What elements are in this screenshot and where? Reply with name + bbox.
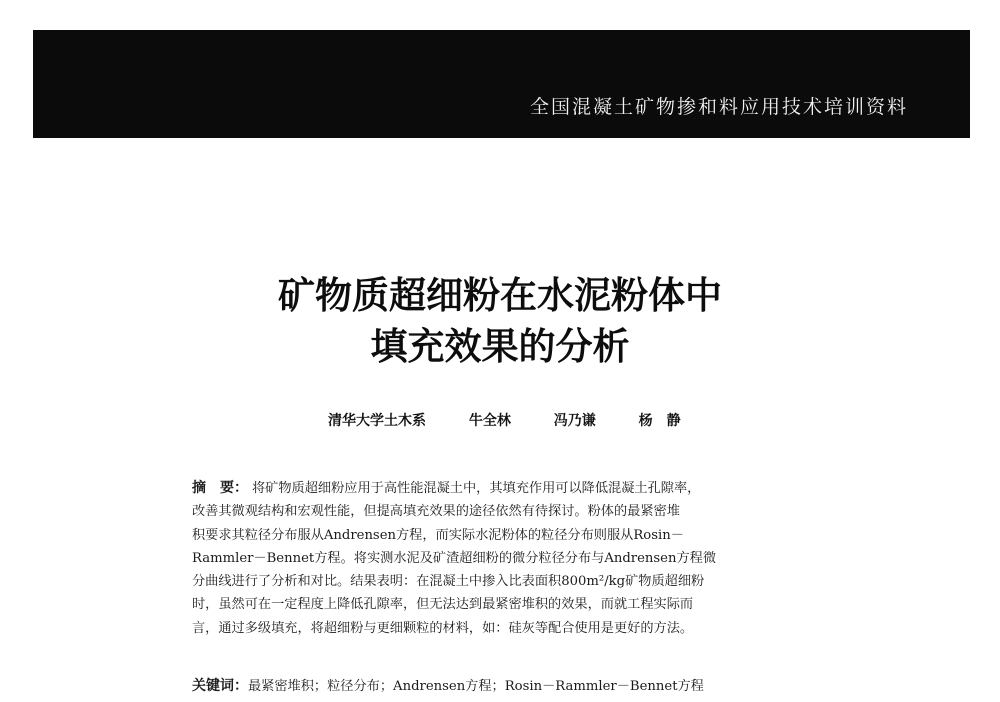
author-3: 杨 静 — [638, 413, 681, 429]
abstract — [192, 477, 816, 640]
author-1: 牛全林 — [468, 413, 511, 429]
abstract-line — [192, 477, 816, 500]
authors-row — [328, 410, 681, 430]
author-2: 冯乃谦 — [553, 413, 596, 429]
abstract-label: 摘 要： — [192, 480, 248, 496]
keywords-label: 关键词： — [192, 678, 248, 694]
abstract-line: 时，虽然可在一定程度上降低孔隙率，但无法达到最紧密堆积的效果，而就工程实际而 — [192, 597, 694, 613]
header-banner — [33, 30, 970, 138]
affiliation: 清华大学土木系 — [328, 413, 426, 429]
abstract-line-text: 将矿物质超细粉应用于高性能混凝土中，其填充作用可以降低混凝土孔隙率， — [252, 481, 701, 496]
abstract-line: 积要求其粒径分布服从Andrensen方程，而实际水泥粉体的粒径分布则服从Rosin－ — [192, 527, 684, 543]
series-title: 全国混凝土矿物掺和料应用技术培训资料 — [529, 96, 908, 118]
title-line-1: 矿物质超细粉在水泥粉体中 — [278, 274, 722, 317]
abstract-line: 分曲线进行了分析和对比。结果表明：在混凝土中掺入比表面积800m²/kg矿物质超细粉 — [192, 574, 705, 590]
keywords — [192, 675, 816, 695]
title-line-2: 填充效果的分析 — [370, 325, 630, 368]
abstract-line: Rammler－Bennet方程。将实测水泥及矿渣超细粉的微分粒径分布与Andrensen方程微 — [192, 550, 717, 566]
keywords-text: 最紧密堆积；粒径分布；Andrensen方程；Rosin－Rammler－Bennet方程 — [248, 679, 704, 694]
abstract-line: 改善其微观结构和宏观性能，但提高填充效果的途径依然有待探讨。粉体的最紧密堆 — [192, 504, 680, 520]
abstract-line: 言，通过多级填充，将超细粉与更细颗粒的材料，如：硅灰等配合使用是更好的方法。 — [192, 620, 694, 636]
article-title — [0, 270, 1000, 372]
